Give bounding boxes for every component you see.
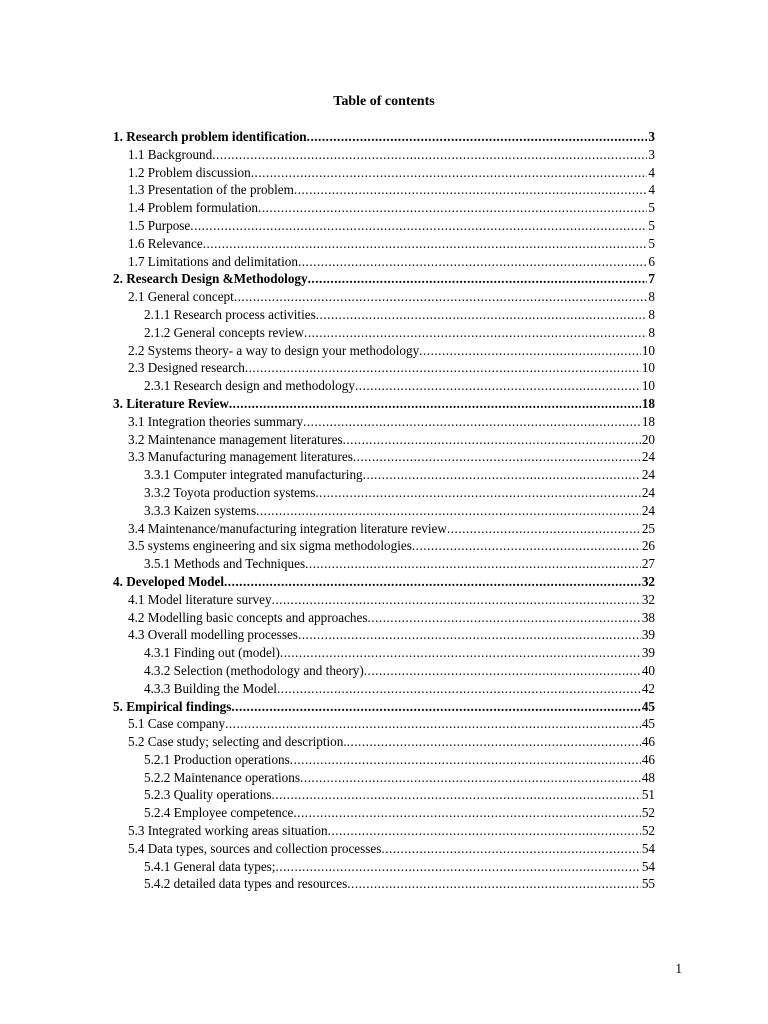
dot-leader [231,698,640,716]
dot-leader [305,555,641,573]
dot-leader [245,359,641,377]
toc-entry-label: 1.6 Relevance [128,235,203,251]
toc-entry-label: 1. Research problem identification [113,129,307,144]
toc-chapter-entry[interactable] [113,270,655,288]
toc-entry-page-number: 10 [641,360,655,376]
toc-entry-label: 3.3 Manufacturing management literatures [128,449,353,465]
toc-entry-label: 3.2 Maintenance management literatures [128,431,343,447]
toc-entry-label: 1.4 Problem formulation [128,200,259,216]
dot-leader [368,609,641,627]
toc-subsection-entry[interactable] [144,680,655,698]
toc-entry-label: 1.1 Background [128,146,213,162]
dot-leader [294,181,648,199]
dot-leader [347,733,641,751]
dot-leader [355,377,641,395]
toc-subsection-entry[interactable] [144,484,655,502]
toc-section-entry[interactable] [128,840,655,858]
toc-section-entry[interactable] [128,217,655,235]
toc-subsection-entry[interactable] [144,324,655,342]
toc-entry-label: 3.4 Maintenance/manufacturing integration literature review [128,520,447,536]
toc-section-entry[interactable] [128,715,655,733]
dot-leader [447,520,641,538]
toc-entry-page-number: 24 [641,449,655,465]
toc-entry-label: 4. Developed Model [113,573,224,589]
toc-entry-label: 2.2 Systems theory- a way to design your methodology [128,342,420,358]
toc-entry-label: 1.3 Presentation of the problem [128,182,294,198]
toc-entry-page-number: 7 [648,271,655,287]
toc-entry-page-number: 6 [648,253,655,269]
toc-entry-label: 5.4.2 detailed data types and resources [144,876,348,892]
toc-entry-label: 4.1 Model literature survey [128,591,272,607]
toc-entry-page-number: 51 [641,787,655,803]
toc-entry-page-number: 46 [641,734,655,750]
toc-entry-page-number: 24 [641,502,655,518]
toc-entry-page-number: 52 [641,823,655,839]
toc-entry-label: 2.1.1 Research process activities [144,306,316,322]
toc-entry-page-number: 5 [648,217,655,233]
dot-leader [229,395,641,413]
dot-leader [275,858,640,876]
toc-entry-page-number: 40 [641,662,655,678]
dot-leader [353,448,641,466]
toc-section-entry[interactable] [128,199,655,217]
toc-entry-page-number: 24 [641,467,655,483]
dot-leader [412,537,641,555]
dot-leader [298,626,641,644]
toc-section-entry[interactable] [128,342,655,360]
toc-section-entry[interactable] [128,609,655,627]
dot-leader [258,199,647,217]
toc-entry-page-number: 3 [648,146,655,162]
toc-entry-page-number: 32 [641,573,655,589]
toc-entry-page-number: 8 [648,324,655,340]
toc-section-entry[interactable] [128,626,655,644]
toc-entry-page-number: 18 [641,413,655,429]
toc-entry-page-number: 48 [641,769,655,785]
toc-entry-label: 2. Research Design &Methodology [113,271,308,287]
dot-leader [304,324,647,342]
toc-entry-label: 3.1 Integration theories summary [128,413,304,429]
dot-leader [298,253,647,271]
dot-leader [308,270,648,288]
dot-leader [315,484,640,502]
dot-leader [363,466,641,484]
toc-section-entry[interactable] [128,413,655,431]
toc-entry-page-number: 4 [648,182,655,198]
dot-leader [343,431,641,449]
dot-leader [234,288,648,306]
toc-subsection-entry[interactable] [144,466,655,484]
toc-entry-label: 5. Empirical findings [113,698,232,714]
toc-entry-page-number: 32 [641,591,655,607]
toc-entry-label: 2.1.2 General concepts review [144,324,305,340]
toc-section-entry[interactable] [128,591,655,609]
toc-section-entry[interactable] [128,359,655,377]
toc-subsection-entry[interactable] [144,555,655,573]
toc-entry-label: 1.7 Limitations and delimitation [128,253,298,269]
toc-entry-page-number: 20 [641,431,655,447]
toc-entry-label: 4.3.2 Selection (methodology and theory) [144,662,364,678]
toc-subsection-entry[interactable] [144,644,655,662]
dot-leader [300,769,641,787]
dot-leader [280,644,641,662]
toc-subsection-entry[interactable] [144,786,655,804]
toc-section-entry[interactable] [128,537,655,555]
toc-subsection-entry[interactable] [144,306,655,324]
dot-leader [277,680,641,698]
toc-entry-page-number: 54 [641,840,655,856]
dot-leader [203,235,648,253]
toc-entry-page-number: 39 [641,645,655,661]
toc-subsection-entry[interactable] [144,875,655,893]
toc-entry-label: 5.2.3 Quality operations [144,787,272,803]
toc-entry-page-number: 38 [641,609,655,625]
toc-entry-label: 5.1 Case company [128,716,226,732]
dot-leader [307,128,648,146]
toc-entry-page-number: 10 [641,378,655,394]
toc-subsection-entry[interactable] [144,804,655,822]
toc-entry-page-number: 10 [641,342,655,358]
toc-subsection-entry[interactable] [144,751,655,769]
toc-entry-page-number: 55 [641,876,655,892]
dot-leader [364,662,641,680]
toc-section-entry[interactable] [128,288,655,306]
toc-subsection-entry[interactable] [144,769,655,787]
toc-entry-label: 4.2 Modelling basic concepts and approaches [128,609,368,625]
toc-entry-label: 5.2.1 Production operations [144,751,290,767]
toc-chapter-entry[interactable] [113,395,655,413]
dot-leader [251,164,648,182]
toc-entry-page-number: 39 [641,627,655,643]
toc-entry-label: 5.4 Data types, sources and collection processes [128,840,382,856]
toc-entry-label: 5.2.4 Employee competence [144,805,294,821]
page-number: 1 [675,961,682,976]
toc-section-entry[interactable] [128,733,655,751]
dot-leader [225,715,641,733]
toc-entry-page-number: 27 [641,556,655,572]
toc-entry-page-number: 5 [648,200,655,216]
toc-section-entry[interactable] [128,181,655,199]
toc-entry-page-number: 46 [641,751,655,767]
toc-section-entry[interactable] [128,822,655,840]
toc-entry-page-number: 42 [641,680,655,696]
dot-leader [328,822,641,840]
dot-leader [381,840,640,858]
toc-entry-label: 3.3.2 Toyota production systems [144,484,316,500]
toc-section-entry[interactable] [128,146,655,164]
toc-entry-page-number: 24 [641,484,655,500]
dot-leader [316,306,648,324]
toc-entry-label: 1.5 Purpose [128,217,191,233]
toc-subsection-entry[interactable] [144,858,655,876]
toc-entry-label: 3.3.3 Kaizen systems [144,502,257,518]
dot-leader [290,751,641,769]
toc-section-entry[interactable] [128,520,655,538]
toc-section-entry[interactable] [128,164,655,182]
toc-section-entry[interactable] [128,235,655,253]
toc-entry-label: 2.3 Designed research [128,360,245,376]
toc-entry-page-number: 52 [641,805,655,821]
toc-subsection-entry[interactable] [144,502,655,520]
toc-entry-label: 5.3 Integrated working areas situation [128,823,328,839]
toc-entry-page-number: 4 [648,164,655,180]
toc-entry-label: 4.3.3 Building the Model [144,680,277,696]
toc-chapter-entry[interactable] [113,128,655,146]
toc-entry-label: 3. Literature Review [113,395,229,411]
toc-section-entry[interactable] [128,253,655,271]
toc-entry-page-number: 3 [648,129,655,144]
toc-subsection-entry[interactable] [144,662,655,680]
toc-entry-page-number: 5 [648,235,655,251]
dot-leader [419,342,641,360]
dot-leader [303,413,641,431]
toc-entry-label: 2.1 General concept [128,289,234,305]
table-of-contents [0,128,768,893]
dot-leader [256,502,641,520]
toc-entry-page-number: 18 [641,395,655,411]
toc-entry-label: 5.2.2 Maintenance operations [144,769,301,785]
page-title: Table of contents [333,94,435,109]
dot-leader [272,591,641,609]
dot-leader [293,804,640,822]
toc-entry-label: 3.5.1 Methods and Techniques [144,556,306,572]
toc-entry-label: 5.4.1 General data types; [144,858,276,874]
toc-entry-label: 1.2 Problem discussion [128,164,251,180]
dot-leader [224,573,641,591]
toc-subsection-entry[interactable] [144,377,655,395]
toc-entry-page-number: 8 [648,289,655,305]
toc-entry-page-number: 26 [641,538,655,554]
toc-entry-page-number: 25 [641,520,655,536]
toc-entry-label: 2.3.1 Research design and methodology [144,378,355,394]
dot-leader [271,786,640,804]
toc-entry-label: 3.3.1 Computer integrated manufacturing [144,467,363,483]
dot-leader [212,146,647,164]
toc-section-entry[interactable] [128,431,655,449]
dot-leader [347,875,641,893]
toc-section-entry[interactable] [128,448,655,466]
toc-entry-page-number: 8 [648,306,655,322]
toc-entry-label: 4.3 Overall modelling processes [128,627,298,643]
toc-entry-label: 3.5 systems engineering and six sigma methodologies [128,538,412,554]
toc-entry-page-number: 54 [641,858,655,874]
toc-entry-label: 5.2 Case study; selecting and description. [128,734,347,750]
toc-entry-label: 4.3.1 Finding out (model) [144,645,280,661]
toc-chapter-entry[interactable] [113,698,655,716]
dot-leader [190,217,647,235]
toc-chapter-entry[interactable] [113,573,655,591]
toc-entry-page-number: 45 [641,716,655,732]
toc-entry-page-number: 45 [641,698,655,714]
